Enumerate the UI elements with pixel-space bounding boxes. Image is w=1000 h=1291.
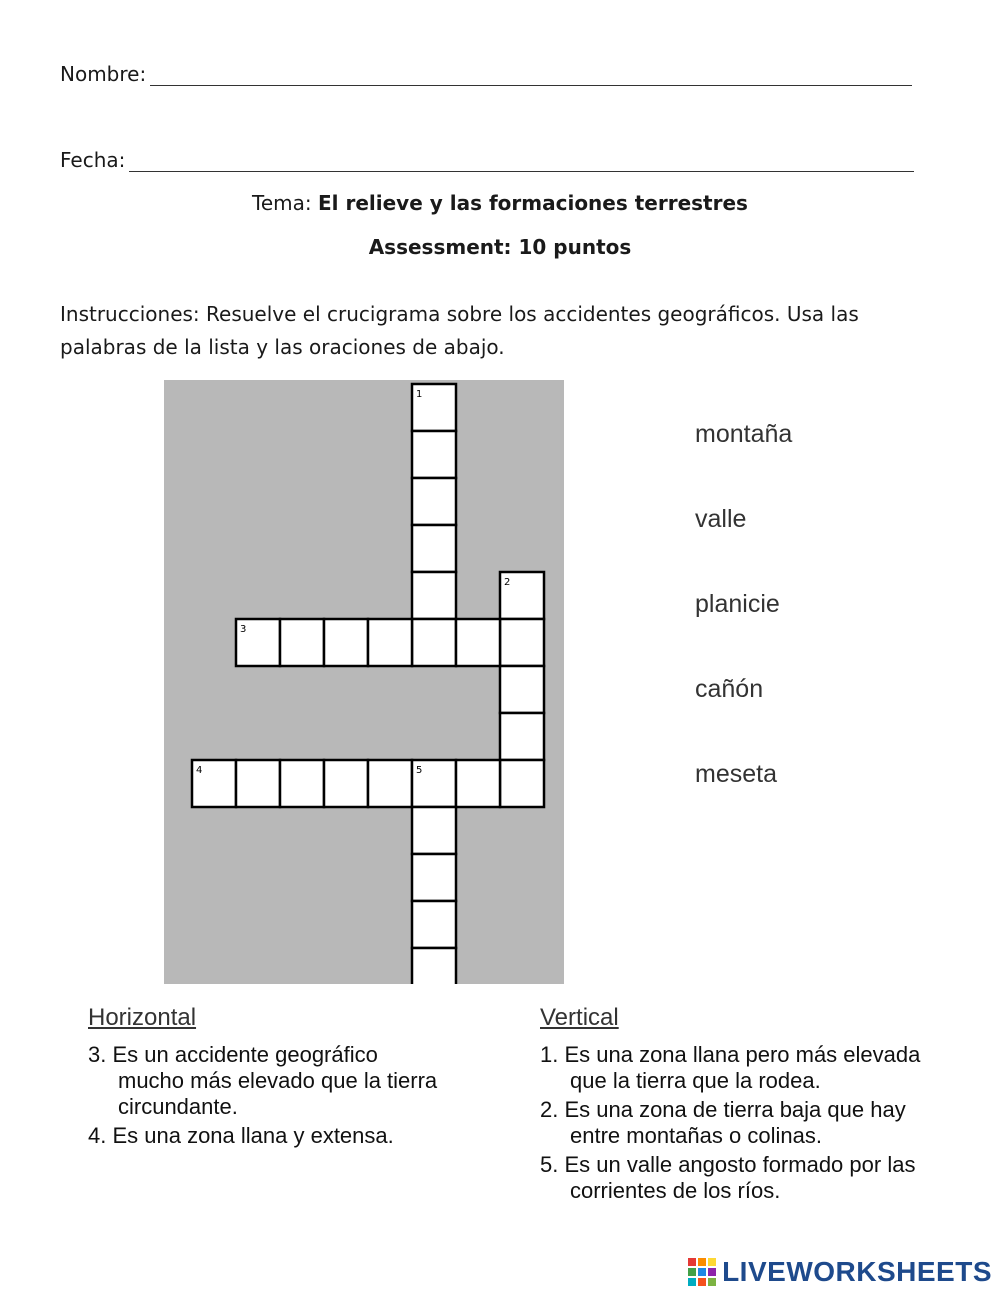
name-field <box>60 62 912 86</box>
crossword-cell[interactable] <box>412 431 456 478</box>
crossword-cell[interactable] <box>500 760 544 807</box>
word-list-item: cañón <box>695 675 764 703</box>
date-field <box>60 148 914 172</box>
crossword-cell[interactable] <box>280 760 324 807</box>
logo-mark-icon <box>688 1258 716 1286</box>
crossword-cell[interactable] <box>456 760 500 807</box>
word-list-item: montaña <box>695 420 793 448</box>
logo-square-icon <box>698 1278 706 1286</box>
logo-text: LIVEWORKSHEETS <box>722 1256 992 1287</box>
name-line[interactable] <box>150 65 912 86</box>
crossword-clue-number: 2 <box>504 577 511 588</box>
assessment-title: Assessment: 10 puntos <box>368 235 632 259</box>
logo-square-icon <box>688 1268 696 1276</box>
logo-square-icon <box>708 1278 716 1286</box>
word-list-item: valle <box>695 505 747 533</box>
horizontal-clues <box>88 1004 438 1152</box>
clue-horizontal-3: 3. Es un accidente geográfico mucho más elevado que la tierra circundante. <box>88 1042 438 1119</box>
crossword-cell[interactable] <box>280 619 324 666</box>
clue-horizontal-4: 4. Es una zona llana y extensa. <box>88 1123 394 1148</box>
topic-title: El relieve y las formaciones terrestres <box>318 191 748 215</box>
word-list-item: meseta <box>695 760 777 788</box>
logo-square-icon <box>708 1268 716 1276</box>
instructions-text: Instrucciones: Resuelve el crucigrama sobre los accidentes geográficos. Usa las palabras de la lista y las oraciones de abajo. <box>60 302 859 359</box>
clue-vertical-1: 1. Es una zona llana pero más elevada que la tierra que la rodea. <box>540 1042 921 1093</box>
crossword-cell[interactable] <box>412 901 456 948</box>
crossword-clue-number: 5 <box>416 765 423 776</box>
date-label: Fecha: <box>60 148 126 172</box>
crossword-cell[interactable] <box>412 525 456 572</box>
crossword-cell[interactable] <box>500 713 544 760</box>
logo-square-icon <box>698 1268 706 1276</box>
clue-vertical-2: 2. Es una zona de tierra baja que hay entre montañas o colinas. <box>540 1097 906 1148</box>
crossword-cell[interactable] <box>412 572 456 619</box>
crossword-cell[interactable] <box>368 760 412 807</box>
word-list-item: planicie <box>695 590 780 618</box>
topic-line <box>0 191 1000 215</box>
crossword-cell[interactable] <box>412 854 456 901</box>
crossword-clue-number: 4 <box>196 765 203 776</box>
crossword-clue-number: 1 <box>416 389 423 400</box>
logo-square-icon <box>688 1278 696 1286</box>
crossword-cell[interactable] <box>500 619 544 666</box>
horizontal-title: Horizontal <box>88 1004 197 1031</box>
crossword-clue-number: 3 <box>240 624 247 635</box>
clue-vertical-5: 5. Es un valle angosto formado por las corrientes de los ríos. <box>540 1152 916 1203</box>
date-line[interactable] <box>129 151 914 172</box>
crossword-cell[interactable] <box>412 948 456 984</box>
topic-prefix: Tema: <box>252 191 312 215</box>
vertical-clues <box>540 1004 930 1207</box>
crossword-cell[interactable] <box>368 619 412 666</box>
liveworksheets-logo <box>688 1256 992 1288</box>
crossword-cell[interactable] <box>412 619 456 666</box>
vertical-title: Vertical <box>540 1004 619 1031</box>
crossword-cell[interactable] <box>412 807 456 854</box>
crossword-cell[interactable] <box>500 666 544 713</box>
logo-square-icon <box>688 1258 696 1266</box>
crossword-grid <box>164 380 564 984</box>
name-label: Nombre: <box>60 62 147 86</box>
logo-square-icon <box>708 1258 716 1266</box>
crossword-cell[interactable] <box>456 619 500 666</box>
crossword-cell[interactable] <box>324 619 368 666</box>
crossword-cell[interactable] <box>236 760 280 807</box>
crossword-cell[interactable] <box>324 760 368 807</box>
crossword-cell[interactable] <box>412 478 456 525</box>
logo-square-icon <box>698 1258 706 1266</box>
